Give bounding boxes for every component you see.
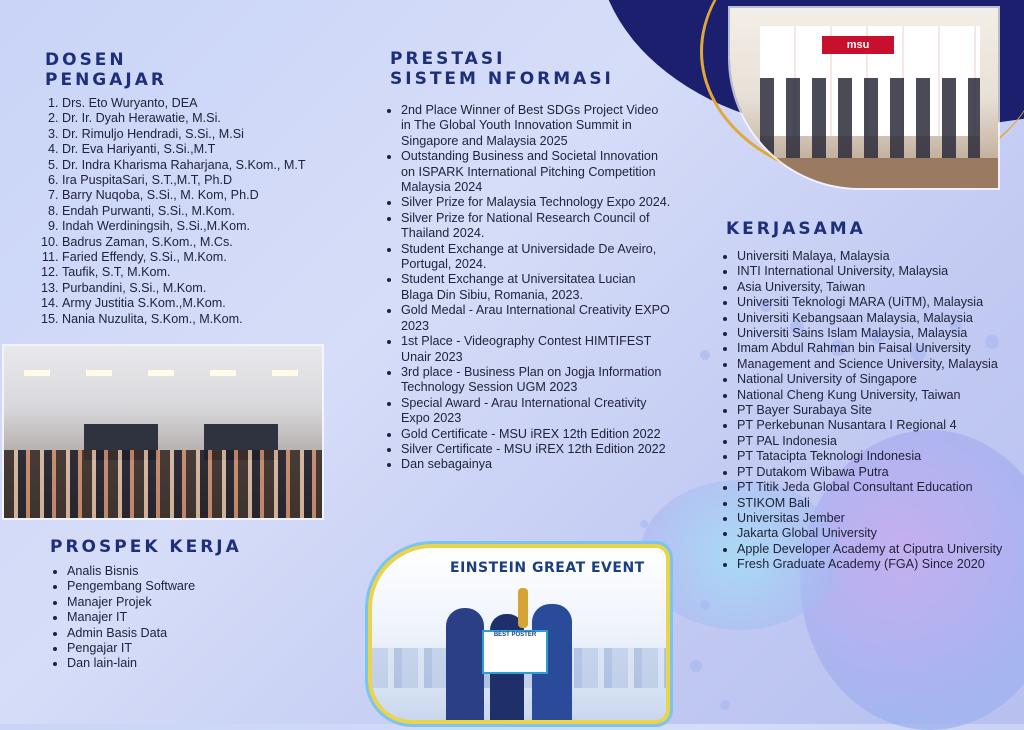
- poster-certificate: BEST POSTER: [482, 630, 548, 674]
- dosen-list: [28, 96, 306, 327]
- list-item: • Silver Prize for Malaysia Technology Expo 2024.: [401, 195, 671, 210]
- list-item: • National Cheng Kung University, Taiwan: [737, 388, 1015, 403]
- list-item: 9. Indah Werdiningsih, S.Si.,M.Kom.: [62, 219, 306, 234]
- list-item: • Pengajar IT: [67, 641, 195, 656]
- people-silhouettes: [760, 78, 980, 158]
- list-item: • Admin Basis Data: [67, 626, 195, 641]
- list-item: • PT Dutakom Wibawa Putra: [737, 465, 1015, 480]
- list-item: • Universiti Sains Islam Malaysia, Malaysia: [737, 326, 1015, 341]
- list-item: • Asia University, Taiwan: [737, 280, 1015, 295]
- kerjasama-title: KERJASAMA: [726, 219, 866, 239]
- list-item: • Universiti Kebangsaan Malaysia, Malaysia: [737, 311, 1015, 326]
- event-banner-text: EINSTEIN GREAT EVENT: [450, 560, 645, 576]
- list-item: • Apple Developer Academy at Ciputra University: [737, 542, 1015, 557]
- list-item: • National University of Singapore: [737, 372, 1015, 387]
- prospek-title: PROSPEK KERJA: [50, 537, 242, 557]
- list-item: 12. Taufik, S.T, M.Kom.: [62, 265, 306, 280]
- list-item: 3. Dr. Rimuljo Hendradi, S.Si., M.Si: [62, 127, 306, 142]
- list-item: 10. Badrus Zaman, S.Kom., M.Cs.: [62, 235, 306, 250]
- prestasi-list: [384, 103, 671, 473]
- list-item: • 2nd Place Winner of Best SDGs Project Video in The Global Youth Innovation Summit in Singapore and Malaysia 2025: [401, 103, 671, 149]
- crowd: [4, 450, 322, 518]
- list-item: • Student Exchange at Universidade De Aveiro, Portugal, 2024.: [401, 242, 671, 273]
- list-item: • Dan lain-lain: [67, 656, 195, 671]
- list-item: • PT Titik Jeda Global Consultant Education: [737, 480, 1015, 495]
- prospek-list: [50, 564, 195, 672]
- list-item: • PT PAL Indonesia: [737, 434, 1015, 449]
- list-item: • Manajer IT: [67, 610, 195, 625]
- list-item: • Manajer Projek: [67, 595, 195, 610]
- list-item: 1. Drs. Eto Wuryanto, DEA: [62, 96, 306, 111]
- list-item: 7. Barry Nuqoba, S.Si., M. Kom, Ph.D: [62, 188, 306, 203]
- list-item: 15. Nania Nuzulita, S.Kom., M.Kom.: [62, 312, 306, 327]
- list-item: 2. Dr. Ir. Dyah Herawatie, M.Si.: [62, 111, 306, 126]
- list-item: • Dan sebagainya: [401, 457, 671, 472]
- award-trophy: [518, 588, 528, 628]
- list-item: 6. Ira PuspitaSari, S.T.,M.T, Ph.D: [62, 173, 306, 188]
- list-item: • Silver Prize for National Research Council of Thailand 2024.: [401, 211, 671, 242]
- kerjasama-list: [720, 249, 1015, 573]
- list-item: 11. Faried Effendy, S.Si., M.Kom.: [62, 250, 306, 265]
- list-item: • Universiti Malaya, Malaysia: [737, 249, 1015, 264]
- list-item: • PT Bayer Surabaya Site: [737, 403, 1015, 418]
- list-item: 13. Purbandini, S.Si., M.Kom.: [62, 281, 306, 296]
- list-item: • Outstanding Business and Societal Innovation on ISPARK International Pitching Competition Malaysia 2024: [401, 149, 671, 195]
- list-item: • STIKOM Bali: [737, 496, 1015, 511]
- list-item: • Student Exchange at Universitatea Lucian Blaga Din Sibiu, Romania, 2023.: [401, 272, 671, 303]
- students-group-photo: [4, 346, 322, 518]
- list-item: • 3rd place - Business Plan on Jogja Information Technology Session UGM 2023: [401, 365, 671, 396]
- list-item: • Special Award - Arau International Creativity Expo 2023: [401, 396, 671, 427]
- student-left: [446, 608, 484, 720]
- list-item: • Universitas Jember: [737, 511, 1015, 526]
- list-item: • Universiti Teknologi MARA (UiTM), Malaysia: [737, 295, 1015, 310]
- list-item: 8. Endah Purwanti, S.Si., M.Kom.: [62, 204, 306, 219]
- list-item: • 1st Place - Videography Contest HIMTIFEST Unair 2023: [401, 334, 671, 365]
- list-item: • Imam Abdul Rahman bin Faisal University: [737, 341, 1015, 356]
- list-item: • Pengembang Software: [67, 579, 195, 594]
- list-item: • Jakarta Global University: [737, 526, 1015, 541]
- list-item: • PT Tatacipta Teknologi Indonesia: [737, 449, 1015, 464]
- prestasi-title: PRESTASI SISTEM NFORMASI: [390, 49, 614, 89]
- ceiling-lights: [24, 370, 304, 376]
- msu-group-photo: [730, 8, 998, 188]
- dosen-title: DOSEN PENGAJAR: [45, 50, 167, 90]
- list-item: 14. Army Justitia S.Kom.,M.Kom.: [62, 296, 306, 311]
- list-item: • Fresh Graduate Academy (FGA) Since 2020: [737, 557, 1015, 572]
- list-item: 5. Dr. Indra Kharisma Raharjana, S.Kom., M.T: [62, 158, 306, 173]
- carpet: [730, 158, 998, 188]
- list-item: • INTI International University, Malaysia: [737, 264, 1015, 279]
- list-item: • Gold Medal - Arau International Creativity EXPO 2023: [401, 303, 671, 334]
- list-item: • Gold Certificate - MSU iREX 12th Edition 2022: [401, 427, 671, 442]
- list-item: 4. Dr. Eva Hariyanti, S.Si.,M.T: [62, 142, 306, 157]
- msu-banner: msu: [822, 36, 894, 54]
- list-item: • PT Perkebunan Nusantara I Regional 4: [737, 418, 1015, 433]
- list-item: • Management and Science University, Malaysia: [737, 357, 1015, 372]
- list-item: • Analis Bisnis: [67, 564, 195, 579]
- einstein-event-photo: [372, 548, 666, 720]
- list-item: • Silver Certificate - MSU iREX 12th Edition 2022: [401, 442, 671, 457]
